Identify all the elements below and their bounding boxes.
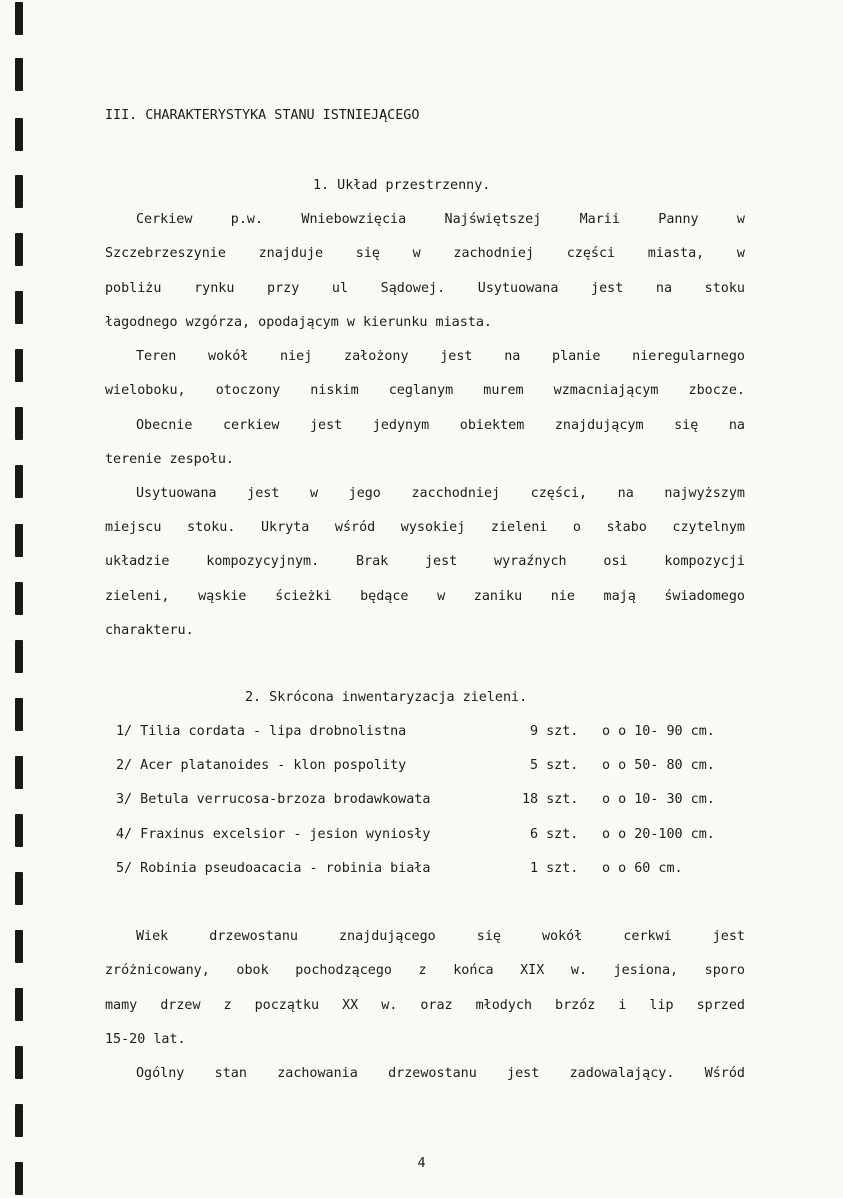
binding-hole <box>15 465 23 498</box>
binding-hole <box>15 118 23 151</box>
diameter-range: o o 20-100 cm. <box>602 827 715 842</box>
binding-hole <box>15 756 23 789</box>
quantity: 5 szt. <box>530 758 579 773</box>
binding-hole <box>15 524 23 557</box>
paragraph-line: Ogólny stan zachowania drzewostanu jest zadowalający. Wśród <box>136 1066 745 1081</box>
binding-hole <box>15 640 23 673</box>
binding-hole <box>15 582 23 615</box>
binding-hole <box>15 814 23 847</box>
paragraph-line: Wiek drzewostanu znajdującego się wokół cerkwi jest <box>136 929 745 944</box>
species-name: 1/ Tilia cordata - lipa drobnolistna <box>116 724 407 739</box>
quantity: 9 szt. <box>530 724 579 739</box>
quantity: 18 szt. <box>522 792 579 807</box>
paragraph-line: zróżnicowany, obok pochodzącego z końca XIX w. jesiona, sporo <box>105 963 745 978</box>
binding-hole <box>15 58 23 91</box>
binding-hole <box>15 698 23 731</box>
binding-hole <box>15 930 23 963</box>
binding-hole <box>15 175 23 208</box>
paragraph-line: łagodnego wzgórza, opodającym w kierunku miasta. <box>105 315 492 330</box>
paragraph-line: Teren wokół niej założony jest na planie nieregularnego <box>136 349 745 364</box>
paragraph-line: układzie kompozycyjnym. Brak jest wyraźnych osi kompozycji <box>105 554 745 569</box>
diameter-range: o o 50- 80 cm. <box>602 758 715 773</box>
page-number: 4 <box>417 1156 426 1171</box>
paragraph-line: Usytuowana jest w jego zacchodniej części, na najwyższym <box>136 486 745 501</box>
paragraph-line: Cerkiew p.w. Wniebowzięcia Najświętszej Marii Panny w <box>136 212 745 227</box>
binding-hole <box>15 1104 23 1137</box>
binding-hole <box>15 349 23 382</box>
paragraph-line: mamy drzew z początku XX w. oraz młodych brzóz i lip sprzed <box>105 998 745 1013</box>
paragraph-line: wieloboku, otoczony niskim ceglanym murem wzmacniającym zbocze. <box>105 383 745 398</box>
diameter-range: o o 10- 30 cm. <box>602 792 715 807</box>
paragraph-line: pobliżu rynku przy ul Sądowej. Usytuowana jest na stoku <box>105 281 745 296</box>
chapter-heading: III. CHARAKTERYSTYKA STANU ISTNIEJĄCEGO <box>105 108 420 123</box>
species-name: 5/ Robinia pseudoacacia - robinia biała <box>116 861 431 876</box>
binding-margin <box>0 0 26 1198</box>
diameter-range: o o 10- 90 cm. <box>602 724 715 739</box>
paragraph-line: miejscu stoku. Ukryta wśród wysokiej zieleni o słabo czytelnym <box>105 520 745 535</box>
species-name: 4/ Fraxinus excelsior - jesion wyniosły <box>116 827 431 842</box>
diameter-range: o o 60 cm. <box>602 861 683 876</box>
section-2-title: 2. Skrócona inwentaryzacja zieleni. <box>245 690 528 705</box>
quantity: 1 szt. <box>530 861 579 876</box>
paragraph-line: Obecnie cerkiew jest jedynym obiektem znajdującym się na <box>136 418 745 433</box>
species-name: 2/ Acer platanoides - klon pospolity <box>116 758 407 773</box>
binding-hole <box>15 872 23 905</box>
species-name: 3/ Betula verrucosa-brzoza brodawkowata <box>116 792 431 807</box>
paragraph-line: 15-20 lat. <box>105 1032 186 1047</box>
binding-hole <box>15 2 23 35</box>
binding-hole <box>15 233 23 266</box>
paragraph-line: charakteru. <box>105 623 194 638</box>
binding-hole <box>15 1046 23 1079</box>
quantity: 6 szt. <box>530 827 579 842</box>
binding-hole <box>15 291 23 324</box>
paragraph-line: terenie zespołu. <box>105 452 234 467</box>
paragraph-line: zieleni, wąskie ścieżki będące w zaniku nie mają świadomego <box>105 589 745 604</box>
binding-hole <box>15 407 23 440</box>
binding-hole <box>15 988 23 1021</box>
section-1-title: 1. Układ przestrzenny. <box>313 178 491 193</box>
paragraph-line: Szczebrzeszynie znajduje się w zachodniej części miasta, w <box>105 246 745 261</box>
